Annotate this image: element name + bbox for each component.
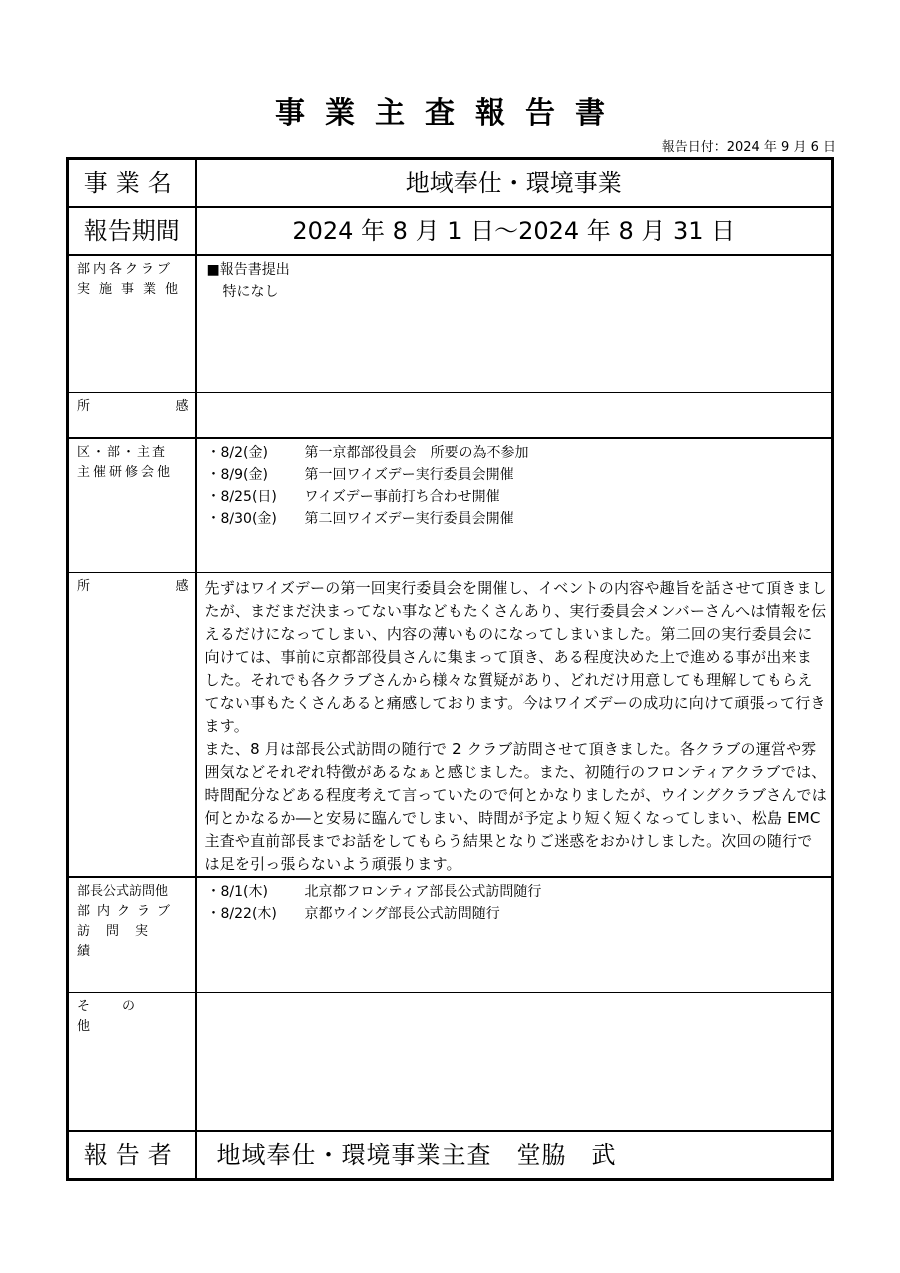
business-name-value: 地域奉仕・環境事業: [405, 169, 622, 197]
list-item: [207, 903, 826, 925]
list-item: [207, 442, 826, 464]
visits-label-cell: [68, 877, 196, 993]
row-impression-2: [68, 573, 833, 878]
district-label-line2: 主催研修会他: [77, 465, 174, 480]
district-item-date: ・8/9(金): [206, 467, 268, 483]
other-label-cell: [68, 993, 196, 1132]
row-impression-1: [68, 393, 833, 439]
page-title: 事業主査報告書: [275, 96, 625, 131]
impression-2-label-cell: [68, 573, 196, 878]
report-date: 報告日付：2024 年 9 月 6 日: [661, 140, 836, 155]
reporter-value-cell: [196, 1131, 833, 1180]
other-content-cell: [196, 993, 833, 1132]
other-label: その他: [77, 999, 168, 1034]
club-activities-text: 特になし: [222, 284, 279, 300]
business-name-label-cell: [68, 159, 196, 208]
visit-item-text: 京都ウイング部長公式訪問随行: [304, 906, 500, 922]
district-item-date: ・8/25(日): [206, 489, 277, 505]
list-item: [207, 464, 826, 486]
district-item-text: 第二回ワイズデー実行委員会開催: [304, 511, 514, 527]
row-business-name: [68, 159, 833, 208]
district-item-date: ・8/30(金): [206, 511, 277, 527]
club-activities-heading: ■報告書提出: [206, 262, 290, 278]
list-item: [207, 486, 826, 508]
row-other: [68, 993, 833, 1132]
row-visits: [68, 877, 833, 993]
row-district: [68, 438, 833, 573]
district-item-text: ワイズデー事前打ち合わせ開催: [304, 489, 500, 505]
row-club-activities: [68, 255, 833, 393]
visits-label-line1: 部長公式訪問他: [77, 884, 169, 899]
impression-1-label-left: 所: [77, 399, 91, 414]
reporter-label: 報告者: [83, 1141, 180, 1169]
district-label-line1: 区・部・主査: [77, 445, 168, 460]
club-activities-label-line1: 部内各クラブ: [77, 262, 174, 277]
impression-2-paragraph-2: また、8 月は部長公式訪問の随行で 2 クラブ訪問させて頂きました。各クラブの運営や雰囲気などそれぞれ特徴があるなぁと感じました。また、初随行のフロンティアクラブでは、時間配分などある程度考えて言っていたので何とかなりましたが、ウイングクラブさんでは何とかなるか―と安易に臨んでしまい、時間が予定より短く短くなってしまい、松島 EMC 主査や直前部長までお話をしてもらう結果となりご迷惑をおかけしました。次回の随行では足を引っ張らないよう頑張ります。: [204, 740, 827, 873]
impression-2-paragraph-1: 先ずはワイズデーの第一回実行委員会を開催し、イベントの内容や趣旨を話させて頂きましたが、まだまだ決まってない事などもたくさんあり、実行委員会メンバーさんへは情報を伝えるだけになってしまい、内容の薄いものになってしまいました。第二回の実行委員会に向けては、事前に京都部役員さんに集まって頂き、ある程度決めた上で進める事が出来ました。それでも各クラブさんから様々な質疑があり、どれだけ用意しても理解してもらえてない事もたくさんあると痛感しております。今はワイズデーの成功に向けて頑張って行きます。: [204, 579, 827, 735]
club-activities-label-cell: [68, 255, 196, 393]
visits-content-cell: [196, 877, 833, 993]
impression-2-content-cell: [196, 573, 833, 878]
club-activities-label-line2: 実施事業他: [77, 282, 188, 297]
business-name-label: 事業名: [83, 169, 180, 197]
impression-2-label-left: 所: [77, 579, 91, 594]
list-item: [207, 508, 826, 530]
period-value-cell: [196, 207, 833, 255]
list-item: [207, 881, 826, 903]
report-table: [66, 157, 834, 1181]
business-name-value-cell: [196, 159, 833, 208]
district-item-text: 第一回ワイズデー実行委員会開催: [304, 467, 514, 483]
impression-1-content-cell: [196, 393, 833, 439]
district-item-date: ・8/2(金): [206, 445, 268, 461]
reporter-label-cell: [68, 1131, 196, 1180]
other-text: [197, 993, 832, 996]
period-value: 2024 年 8 月 1 日〜2024 年 8 月 31 日: [292, 217, 736, 245]
period-label-cell: [68, 207, 196, 255]
impression-1-text: [197, 393, 832, 396]
visits-label-line2: 部内クラブ: [77, 904, 178, 919]
impression-2-label-right: 感: [175, 579, 189, 594]
period-label: 報告期間: [83, 217, 180, 245]
visit-item-text: 北京都フロンティア部長公式訪問随行: [304, 884, 542, 900]
reporter-value: 地域奉仕・環境事業主査 堂脇 武: [216, 1141, 617, 1169]
district-item-text: 第一京都部役員会 所要の為不参加: [304, 445, 529, 461]
club-activities-content-cell: [196, 255, 833, 393]
visit-item-date: ・8/22(木): [206, 906, 277, 922]
impression-1-label-right: 感: [175, 399, 189, 414]
visits-label-line3: 訪問実績: [77, 924, 165, 959]
impression-1-label-cell: [68, 393, 196, 439]
row-reporter: [68, 1131, 833, 1180]
district-label-cell: [68, 438, 196, 573]
district-content-cell: [196, 438, 833, 573]
row-period: [68, 207, 833, 255]
visit-item-date: ・8/1(木): [206, 884, 268, 900]
